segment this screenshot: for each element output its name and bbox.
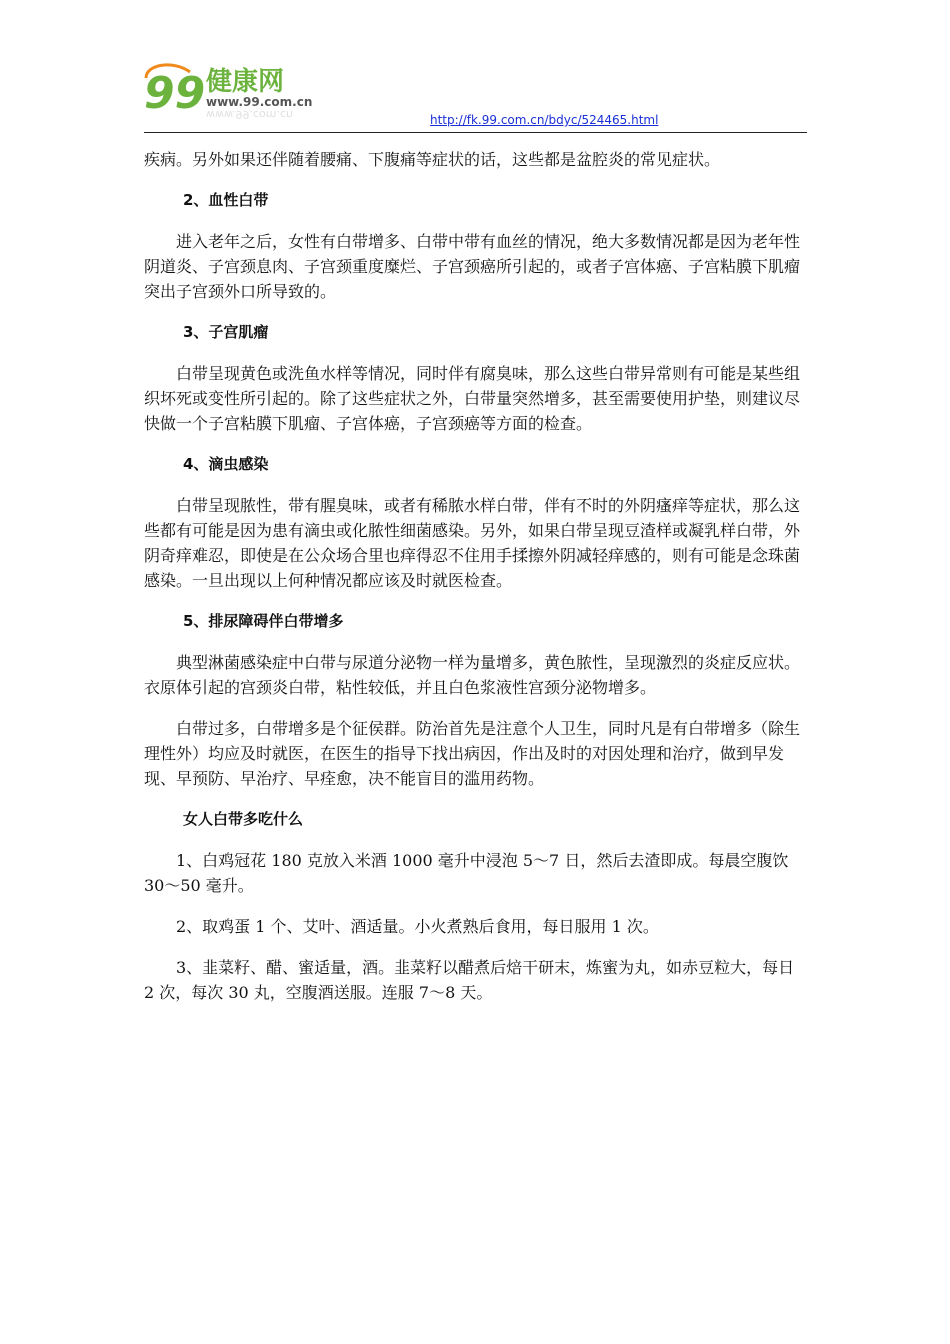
section-paragraph: 白带呈现黄色或洗鱼水样等情况，同时伴有腐臭味，那么这些白带异常则有可能是某些组织坏死或变性所引起的。除了这些症状之外，白带量突然增多，甚至需要使用护垫，则建议尽快做一个子宫粘膜下肌瘤、子宫体癌，子宫颈癌等方面的检查。 bbox=[144, 364, 801, 433]
site-logo[interactable] bbox=[144, 56, 404, 132]
remedy-item: 1、白鸡冠花 180 克放入米酒 1000 毫升中浸泡 5～7 日，然后去渣即成。每晨空腹饮 30～50 毫升。 bbox=[144, 851, 789, 895]
page-header bbox=[144, 56, 807, 136]
logo-numeral: 99 bbox=[144, 68, 206, 119]
logo-site: www.99.com.cn bbox=[206, 95, 313, 109]
section-heading: 5、排尿障碍伴白带增多 bbox=[183, 612, 344, 630]
section-paragraph: 典型淋菌感染症中白带与尿道分泌物一样为量增多，黄色脓性，呈现激烈的炎症反应状。衣原体引起的宫颈炎白带，粘性较低，并且白色浆液性宫颈分泌物增多。 bbox=[144, 653, 801, 697]
section-paragraph: 进入老年之后，女性有白带增多、白带中带有血丝的情况，绝大多数情况都是因为老年性阴道炎、子宫颈息肉、子宫颈重度糜烂、子宫颈癌所引起的，或者子宫体癌、子宫粘膜下肌瘤突出子宫颈外口所导致的。 bbox=[144, 232, 801, 301]
section-paragraph: 白带过多，白带增多是个征侯群。防治首先是注意个人卫生，同时凡是有白带增多（除生理性外）均应及时就医，在医生的指导下找出病因，作出及时的对因处理和治疗，做到早发现、早预防、早治疗、早痊愈，决不能盲目的滥用药物。 bbox=[144, 719, 801, 788]
logo-brand: 健康网 bbox=[206, 67, 285, 97]
article-url-link[interactable]: http://fk.99.com.cn/bdyc/524465.html bbox=[430, 113, 659, 127]
section-heading: 4、滴虫感染 bbox=[183, 455, 269, 473]
section-heading: 2、血性白带 bbox=[183, 191, 269, 209]
article-body bbox=[144, 147, 806, 1021]
section-heading: 3、子宫肌瘤 bbox=[183, 323, 269, 341]
remedy-item: 3、韭菜籽、醋、蜜适量，酒。韭菜籽以醋煮后焙干研末，炼蜜为丸，如赤豆粒大，每日 2 次，每次 30 丸，空腹酒送服。连服 7～8 天。 bbox=[144, 958, 795, 1002]
remedy-item: 2、取鸡蛋 1 个、艾叶、酒适量。小火煮熟后食用，每日服用 1 次。 bbox=[176, 917, 659, 936]
section-heading: 女人白带多吃什么 bbox=[183, 810, 304, 828]
intro-paragraph: 疾病。另外如果还伴随着腰痛、下腹痛等症状的话，这些都是盆腔炎的常见症状。 bbox=[144, 150, 721, 169]
logo-graphic bbox=[144, 56, 404, 132]
section-paragraph: 白带呈现脓性，带有腥臭味，或者有稀脓水样白带，伴有不时的外阴瘙痒等症状，那么这些都有可能是因为患有滴虫或化脓性细菌感染。另外，如果白带呈现豆渣样或凝乳样白带，外阴奇痒难忍，即使是在公众场合里也痒得忍不住用手揉擦外阴减轻痒感的，则有可能是念珠菌感染。一旦出现以上何种情况都应该及时就医检查。 bbox=[144, 496, 801, 590]
svg-text:www.99.com.cn: www.99.com.cn bbox=[206, 108, 293, 121]
header-divider bbox=[144, 132, 807, 133]
